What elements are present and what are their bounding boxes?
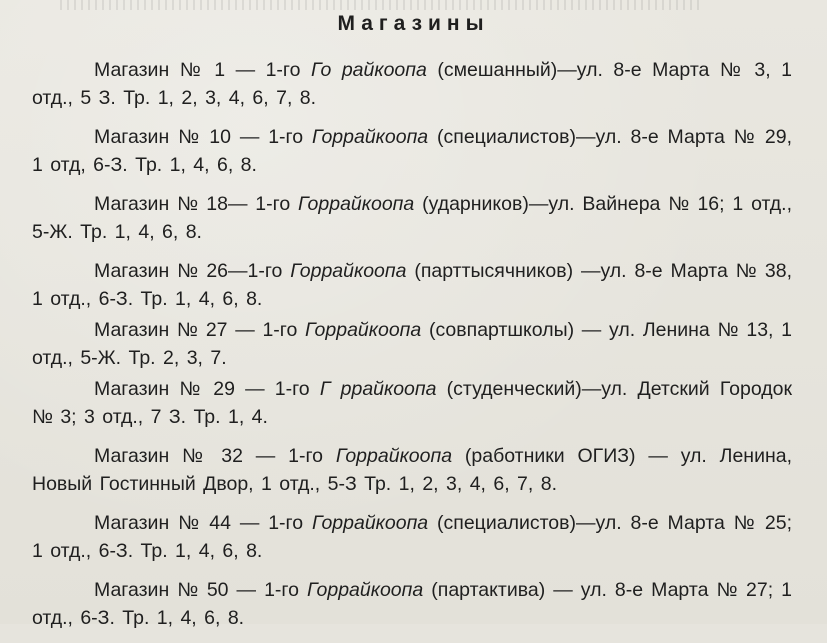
store-entry <box>32 375 792 431</box>
store-entry <box>32 442 792 498</box>
store-details: (специалистов)—ул. 8-е Марта № 25; 1 отд., 6-З. Тр. 1, 4, 6, 8. <box>32 512 792 562</box>
store-number: Магазин № 10 — 1-го <box>94 126 304 148</box>
store-number: Магазин № 50 — 1-го <box>94 579 299 601</box>
store-entry <box>32 123 792 179</box>
cooperative-name: Горрайкоопа <box>298 193 415 215</box>
store-details: (партактива) — ул. 8-е Марта № 27; 1 отд., 6-З. Тр. 1, 4, 6, 8. <box>32 579 793 629</box>
bleed-through-texture <box>60 0 700 10</box>
store-entry <box>32 56 792 112</box>
store-details: (парттысячников) —ул. 8-е Марта № 38, 1 отд., 6-З. Тр. 1, 4, 6, 8. <box>32 260 792 310</box>
cooperative-name: Горрайкоопа <box>335 445 453 467</box>
store-details: (студенческий)—ул. Детский Городок № 3; 3 отд., 7 З. Тр. 1, 4. <box>32 378 792 428</box>
store-entry <box>32 509 792 565</box>
store-details: (смешанный)—ул. 8-е Марта № 3, 1 отд., 5 З. Тр. 1, 2, 3, 4, 6, 7, 8. <box>32 59 792 109</box>
cooperative-name: Горрайкоопа <box>305 319 422 341</box>
cooperative-name: Горрайкоопа <box>311 126 429 148</box>
store-number: Магазин № 27 — 1-го <box>94 319 298 341</box>
store-entry <box>32 257 792 313</box>
store-entry <box>32 190 792 246</box>
store-details: (работники ОГИЗ) — ул. Ленина, Новый Гостинный Двор, 1 отд., 5-З Тр. 1, 2, 3, 4, 6, 7, 8. <box>32 445 792 495</box>
cooperative-name: Горрайкоопа <box>290 260 407 282</box>
cooperative-name: Горрайкоопа <box>311 512 429 534</box>
store-number: Магазин № 44 — 1-го <box>94 512 304 534</box>
store-number: Магазин № 26—1-го <box>94 260 283 282</box>
store-entry <box>32 316 792 372</box>
store-number: Магазин № 32 — 1-го <box>94 445 323 467</box>
store-details: (совпартшколы) — ул. Ленина № 13, 1 отд., 5-Ж. Тр. 2, 3, 7. <box>32 319 793 369</box>
store-list <box>32 56 792 643</box>
store-details: (ударников)—ул. Вайнера № 16; 1 отд., 5-Ж. Тр. 1, 4, 6, 8. <box>32 193 793 243</box>
store-number: Магазин № 1 — 1-го <box>94 59 301 81</box>
section-heading: Магазины <box>337 12 490 35</box>
store-number: Магазин № 29 — 1-го <box>94 378 310 400</box>
store-details: (специалистов)—ул. 8-е Марта № 29, 1 отд, 6-З. Тр. 1, 4, 6, 8. <box>32 126 792 176</box>
cooperative-name: Го райкоопа <box>310 59 427 81</box>
cooperative-name: Г ррайкоопа <box>319 378 437 400</box>
cooperative-name: Горрайкоопа <box>307 579 424 601</box>
store-number: Магазин № 18— 1-го <box>94 193 291 215</box>
